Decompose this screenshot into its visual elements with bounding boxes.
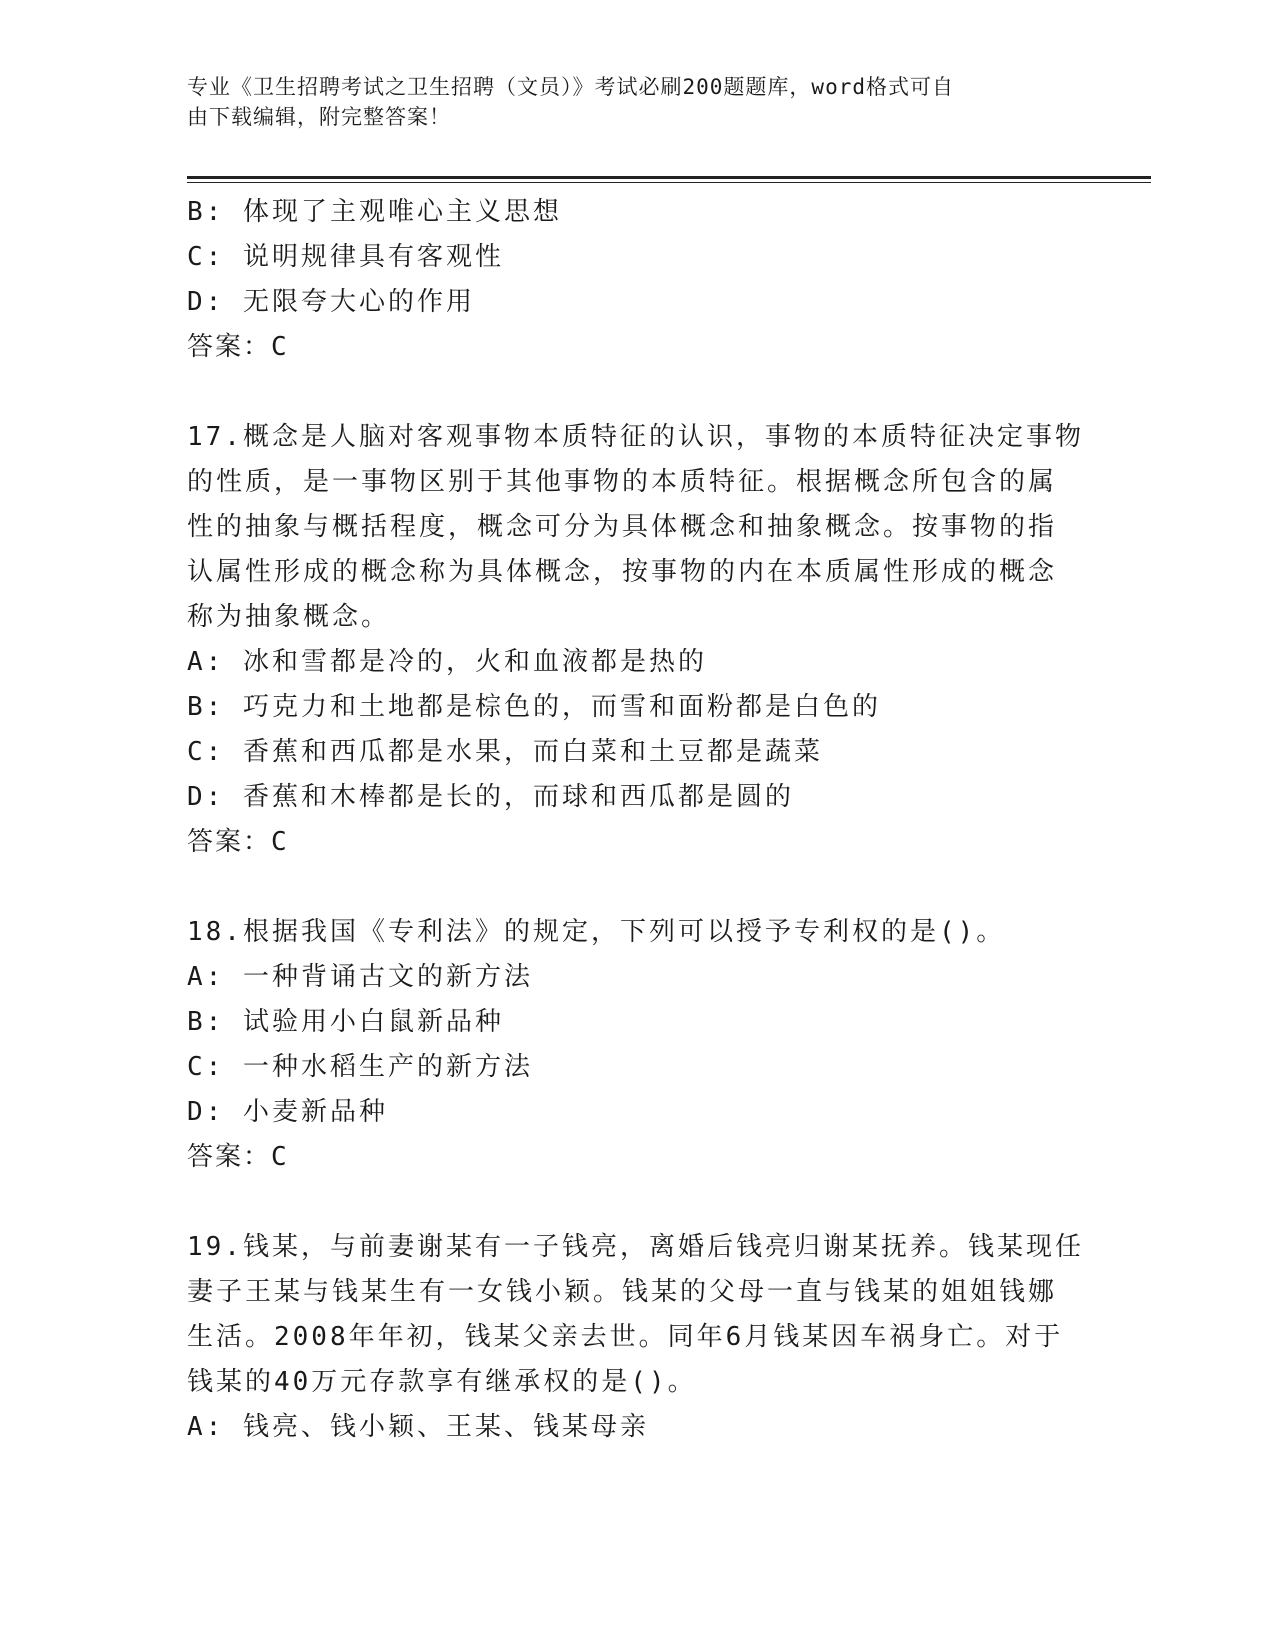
- question-stem-line: 性的抽象与概括程度，概念可分为具体概念和抽象概念。按事物的指: [187, 512, 1058, 542]
- answer: 答案：C: [187, 827, 289, 857]
- question-stem: 18.根据我国《专利法》的规定，下列可以授予专利权的是()。: [187, 917, 1006, 947]
- option-c: C: 一种水稻生产的新方法: [187, 1052, 533, 1082]
- document-header: [187, 72, 1067, 132]
- question-16: [187, 190, 1067, 370]
- answer: 答案：C: [187, 332, 289, 362]
- question-content: [187, 190, 1084, 1450]
- option-d: D: 香蕉和木棒都是长的，而球和西瓜都是圆的: [187, 782, 794, 812]
- question-18: [187, 910, 1067, 1180]
- option-b: B: 试验用小白鼠新品种: [187, 1007, 504, 1037]
- question-stem-line: 生活。2008年年初，钱某父亲去世。同年6月钱某因车祸身亡。对于: [187, 1322, 1064, 1352]
- option-a: A: 冰和雪都是冷的，火和血液都是热的: [187, 647, 707, 677]
- header-divider-thick: [187, 176, 1151, 179]
- question-stem-line: 17.概念是人脑对客观事物本质特征的认识，事物的本质特征决定事物: [187, 422, 1084, 452]
- question-stem-line: 钱某的40万元存款享有继承权的是()。: [187, 1367, 697, 1397]
- option-d: D: 小麦新品种: [187, 1097, 388, 1127]
- spacer: [187, 1180, 1067, 1225]
- option-d: D: 无限夸大心的作用: [187, 287, 475, 317]
- question-stem-line: 认属性形成的概念称为具体概念，按事物的内在本质属性形成的概念: [187, 557, 1058, 587]
- spacer: [187, 865, 1067, 910]
- question-17: [187, 415, 1084, 865]
- option-b: B: 体现了主观唯心主义思想: [187, 197, 562, 227]
- question-stem-line: 称为抽象概念。: [187, 602, 391, 632]
- question-stem-line: 的性质，是一事物区别于其他事物的本质特征。根据概念所包含的属: [187, 467, 1058, 497]
- header-line-1: 专业《卫生招聘考试之卫生招聘（文员）》考试必刷200题题库，word格式可自: [187, 75, 954, 99]
- option-c: C: 香蕉和西瓜都是水果，而白菜和土豆都是蔬菜: [187, 737, 823, 767]
- option-b: B: 巧克力和土地都是棕色的，而雪和面粉都是白色的: [187, 692, 881, 722]
- spacer: [187, 370, 1067, 415]
- question-19: [187, 1225, 1084, 1450]
- question-stem-line: 妻子王某与钱某生有一女钱小颖。钱某的父母一直与钱某的姐姐钱娜: [187, 1277, 1058, 1307]
- header-line-2: 由下载编辑，附完整答案！: [187, 105, 451, 129]
- option-a: A: 钱亮、钱小颖、王某、钱某母亲: [187, 1412, 649, 1442]
- question-stem-line: 19.钱某，与前妻谢某有一子钱亮，离婚后钱亮归谢某抚养。钱某现任: [187, 1232, 1084, 1262]
- option-c: C: 说明规律具有客观性: [187, 242, 504, 272]
- option-a: A: 一种背诵古文的新方法: [187, 962, 533, 992]
- header-divider-thin: [187, 182, 1151, 183]
- answer: 答案：C: [187, 1142, 289, 1172]
